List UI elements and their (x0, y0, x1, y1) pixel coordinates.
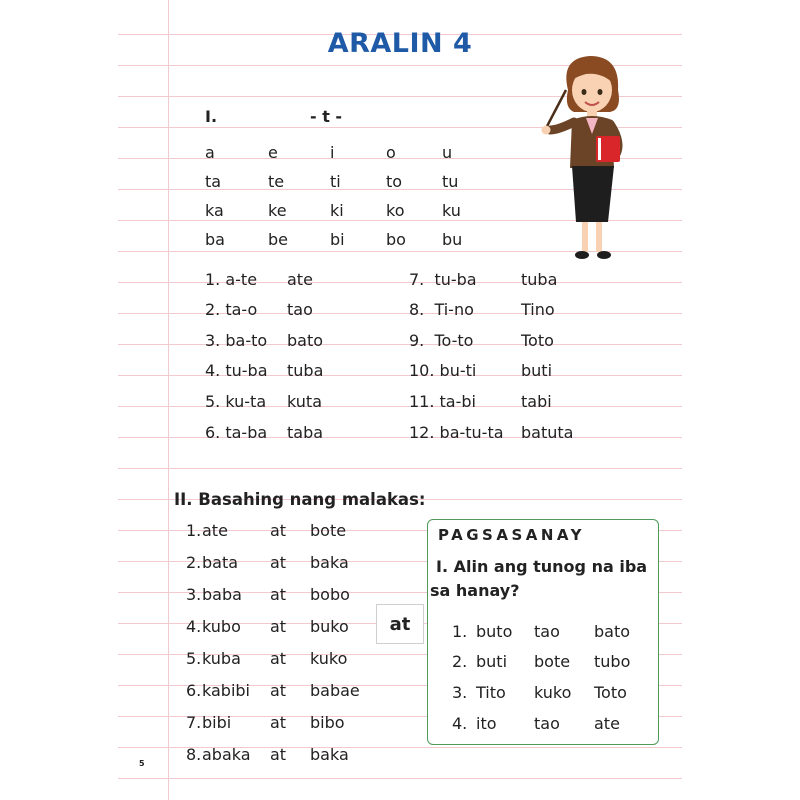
reading-connector: at (270, 713, 287, 732)
reading-word-a: baba (202, 585, 242, 604)
word: taba (287, 423, 324, 442)
reading-word-b: buko (310, 617, 349, 636)
syllable: bu (442, 230, 463, 249)
practice-box (427, 519, 659, 745)
practice-number: 4. (452, 714, 468, 733)
syllable: a (205, 143, 215, 162)
syllable: ba (205, 230, 225, 249)
reading-number: 1. (186, 521, 202, 540)
reading-word-a: bata (202, 553, 239, 572)
syllable-split: 5. ku-ta (205, 392, 267, 411)
syllable: ka (205, 201, 224, 220)
syllable-split: 6. ta-ba (205, 423, 268, 442)
practice-choice-b: bote (534, 652, 571, 671)
syllable-split: 11. ta-bi (409, 392, 476, 411)
reading-word-b: bobo (310, 585, 350, 604)
reading-word-a: kuba (202, 649, 241, 668)
syllable: ti (330, 172, 341, 191)
word: tao (287, 300, 313, 319)
syllable-split: 10. bu-ti (409, 361, 477, 380)
practice-choice-a: ito (476, 714, 497, 733)
reading-word-a: bibi (202, 713, 232, 732)
reading-word-b: babae (310, 681, 360, 700)
word: tabi (521, 392, 552, 411)
reading-connector: at (270, 585, 287, 604)
word: batuta (521, 423, 574, 442)
syllable: u (442, 143, 453, 162)
practice-number: 1. (452, 622, 468, 641)
word: Toto (521, 331, 554, 350)
syllable: ki (330, 201, 344, 220)
syllable: e (268, 143, 278, 162)
practice-question-line2: sa hanay? (430, 581, 520, 600)
word: tuba (287, 361, 324, 380)
practice-choice-c: ate (594, 714, 620, 733)
reading-number: 5. (186, 649, 202, 668)
syllable-split: 1. a-te (205, 270, 258, 289)
page-title: ARALIN 4 (327, 28, 473, 59)
reading-word-a: kubo (202, 617, 241, 636)
practice-choice-b: tao (534, 622, 560, 641)
practice-choice-c: bato (594, 622, 631, 641)
reading-word-b: kuko (310, 649, 348, 668)
reading-number: 7. (186, 713, 202, 732)
syllable: o (386, 143, 396, 162)
syllable: ke (268, 201, 287, 220)
syllable-split: 2. ta-o (205, 300, 258, 319)
syllable: to (386, 172, 403, 191)
reading-connector: at (270, 649, 287, 668)
reading-connector: at (270, 617, 287, 636)
syllable: i (330, 143, 335, 162)
reading-number: 8. (186, 745, 202, 764)
word: kuta (287, 392, 322, 411)
reading-connector: at (270, 521, 287, 540)
teacher-illustration (530, 50, 640, 265)
focus-letter: - t - (310, 107, 343, 126)
reading-word-b: baka (310, 745, 349, 764)
reading-number: 6. (186, 681, 202, 700)
reading-word-a: abaka (202, 745, 251, 764)
practice-choice-b: tao (534, 714, 560, 733)
word: buti (521, 361, 553, 380)
reading-number: 2. (186, 553, 202, 572)
reading-word-b: bote (310, 521, 347, 540)
syllable: ku (442, 201, 461, 220)
syllable: bi (330, 230, 345, 249)
reading-word-a: kabibi (202, 681, 250, 700)
reading-connector: at (270, 745, 287, 764)
syllable: tu (442, 172, 459, 191)
reading-word-b: baka (310, 553, 349, 572)
word: bato (287, 331, 324, 350)
word: Tino (521, 300, 555, 319)
syllable-split: 12. ba-tu-ta (409, 423, 504, 442)
at-box: at (376, 604, 424, 644)
practice-choice-a: buto (476, 622, 513, 641)
practice-choice-a: Tito (476, 683, 506, 702)
reading-number: 3. (186, 585, 202, 604)
reading-word-b: bibo (310, 713, 345, 732)
reading-connector: at (270, 553, 287, 572)
practice-choice-a: buti (476, 652, 508, 671)
syllable-split: 9. To-to (409, 331, 474, 350)
word: ate (287, 270, 313, 289)
reading-number: 4. (186, 617, 202, 636)
reading-word-a: ate (202, 521, 228, 540)
section1-label: I. (205, 107, 218, 126)
practice-title: PAGSASANAY (438, 526, 585, 544)
reading-connector: at (270, 681, 287, 700)
syllable-split: 8. Ti-no (409, 300, 474, 319)
syllable-split: 4. tu-ba (205, 361, 268, 380)
syllable: ta (205, 172, 222, 191)
margin-line (168, 0, 169, 800)
practice-number: 3. (452, 683, 468, 702)
practice-choice-c: Toto (594, 683, 627, 702)
word: tuba (521, 270, 558, 289)
syllable: bo (386, 230, 406, 249)
practice-number: 2. (452, 652, 468, 671)
syllable: te (268, 172, 285, 191)
syllable: ko (386, 201, 405, 220)
practice-choice-b: kuko (534, 683, 572, 702)
syllable-split: 7. tu-ba (409, 270, 477, 289)
page-number: 5 (139, 759, 145, 768)
practice-question-line1: I. Alin ang tunog na iba (436, 557, 648, 576)
syllable-split: 3. ba-to (205, 331, 268, 350)
section2-heading: II. Basahing nang malakas: (174, 490, 426, 509)
syllable: be (268, 230, 288, 249)
practice-choice-c: tubo (594, 652, 631, 671)
